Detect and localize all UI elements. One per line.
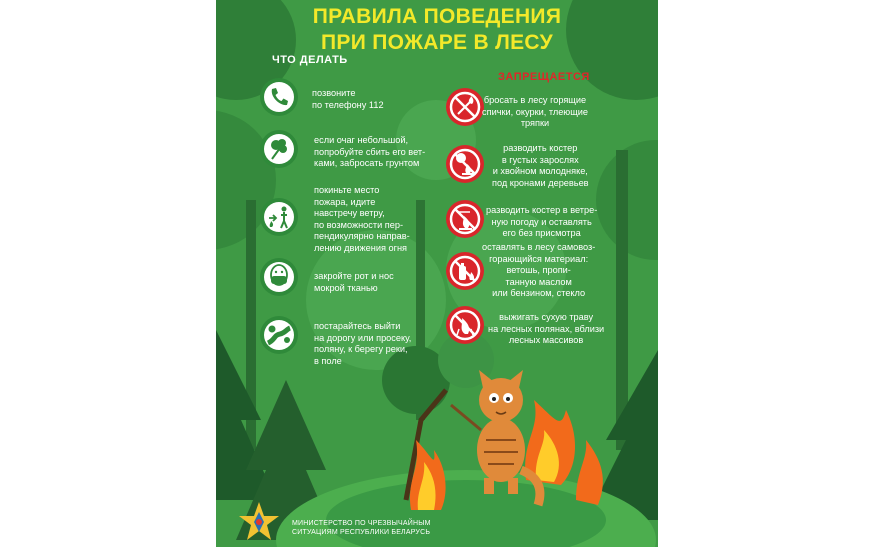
dont-heading: ЗАПРЕЩАЕТСЯ bbox=[498, 71, 590, 83]
do-item-5-text: постарайтесь выйти на дорогу или просеку, поляну, к берегу реки, в поле bbox=[314, 321, 412, 366]
do-item-4-text: закройте рот и нос мокрой тканью bbox=[314, 271, 394, 293]
do-item-1-text: позвоните по телефону 112 bbox=[312, 88, 384, 110]
no-campfire-wind-icon bbox=[446, 200, 484, 238]
dont-item-1-text: бросать в лесу горящие спички, окурки, тлеющие тряпки bbox=[482, 95, 589, 128]
ministry-name: МИНИСТЕРСТВО ПО ЧРЕЗВЫЧАЙНЫМ СИТУАЦИЯМ РЕСПУБЛИКИ БЕЛАРУСЬ bbox=[292, 520, 431, 536]
phone-icon bbox=[260, 78, 298, 116]
no-grass-burning-icon bbox=[446, 306, 484, 344]
do-heading: ЧТО ДЕЛАТЬ bbox=[272, 54, 348, 66]
fire-safety-poster bbox=[216, 0, 658, 547]
face-mask-icon bbox=[260, 258, 298, 296]
branch-icon bbox=[260, 130, 298, 168]
walk-away-icon bbox=[260, 198, 298, 236]
no-matches-icon bbox=[446, 88, 484, 126]
dont-item-3-text: разводить костер в ветре- ную погоду и оставлять его без присмотра bbox=[486, 205, 598, 238]
ministry-emblem-icon bbox=[236, 500, 282, 544]
dont-item-5-text: выжигать сухую траву на лесных полянах, вблизи лесных массивов bbox=[488, 312, 605, 345]
do-item-2-text: если очаг небольшой, попробуйте сбить его вет- ками, забросать грунтом bbox=[314, 135, 426, 168]
road-icon bbox=[260, 316, 298, 354]
poster-title-line2: ПРИ ПОЖАРЕ В ЛЕСУ bbox=[321, 31, 553, 54]
dont-item-2-text: разводить костер в густых зарослях и хвойном молодняке, под кронами деревьев bbox=[492, 143, 589, 188]
dont-item-4-text: оставлять в лесу самовоз- горающийся материал: ветошь, пропи- танную маслом или бензином, стекло bbox=[482, 242, 596, 298]
poster-title-line1: ПРАВИЛА ПОВЕДЕНИЯ bbox=[312, 5, 562, 28]
do-item-3-text: покиньте место пожара, идите навстречу ветру, по возможности пер- пендикулярно направ- лению движения огня bbox=[314, 185, 410, 253]
no-campfire-thicket-icon bbox=[446, 145, 484, 183]
no-flammable-icon bbox=[446, 252, 484, 290]
